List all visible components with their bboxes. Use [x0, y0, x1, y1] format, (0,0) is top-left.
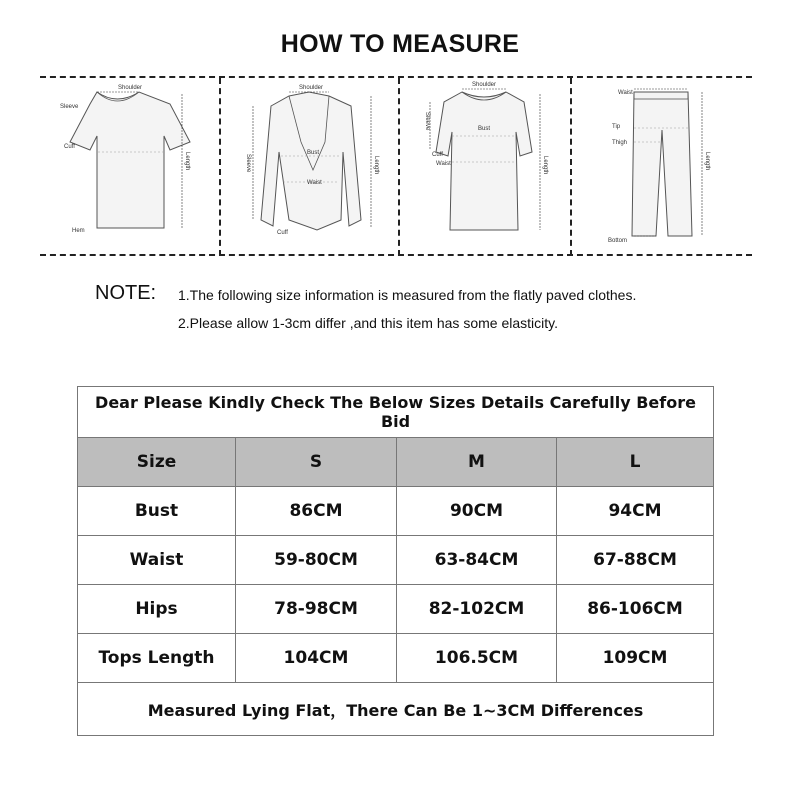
table-cell: 109CM	[557, 634, 714, 683]
pants-illustration	[572, 80, 752, 252]
dress-sleeve-label: Sleeve	[424, 112, 430, 131]
tshirt-sleeve-label: Sleeve	[60, 104, 79, 110]
tshirt-length-label: Length	[184, 152, 190, 171]
page-title: HOW TO MEASURE	[280, 30, 520, 58]
pants-length-label: Length	[704, 152, 710, 171]
table-cell: 90CM	[397, 487, 557, 536]
table-cell: 82-102CM	[397, 585, 557, 634]
note-line-2: 2.Please allow 1-3cm differ ,and this item has some elasticity.	[178, 315, 558, 331]
blazer-cuff-label: Cuff	[277, 230, 288, 236]
table-cell: 86-106CM	[557, 585, 714, 634]
table-header-row	[78, 438, 714, 487]
column-header: M	[397, 438, 557, 487]
blazer-length-label: Length	[373, 156, 379, 175]
column-header: Size	[78, 438, 236, 487]
row-label: Hips	[78, 585, 236, 634]
table-row	[78, 487, 714, 536]
row-label: Waist	[78, 536, 236, 585]
table-cell: 104CM	[236, 634, 397, 683]
dress-bust-label: Bust	[478, 126, 491, 132]
dress-illustration	[400, 80, 568, 252]
blazer-illustration	[221, 80, 396, 252]
dress-cuff-label: Cuff	[432, 152, 443, 158]
tshirt-hem-label: Hem	[72, 228, 85, 234]
dress-diagram	[400, 80, 568, 252]
tshirt-cuff-label: Cuff	[64, 144, 75, 150]
pants-bottom-label: Bottom	[608, 238, 628, 244]
pants-diagram	[572, 80, 752, 252]
diagram-top-divider	[40, 76, 752, 78]
blazer-shoulder-label: Shoulder	[299, 85, 324, 91]
blazer-waist-label: Waist	[307, 180, 322, 186]
column-header: S	[236, 438, 397, 487]
table-row	[78, 536, 714, 585]
table-cell: 63-84CM	[397, 536, 557, 585]
pants-waist-label: Waist	[618, 90, 633, 96]
table-cell: 67-88CM	[557, 536, 714, 585]
table-caption-row	[78, 387, 714, 438]
diagram-bottom-divider	[40, 254, 752, 256]
blazer-sleeve-label: Sleeve	[245, 154, 251, 173]
table-footer-note: Measured Lying Flat，There Can Be 1~3CM Differences	[78, 683, 714, 736]
pants-tip-label: Tip	[612, 124, 621, 130]
table-row	[78, 634, 714, 683]
dress-length-label: Length	[542, 156, 548, 175]
dress-waist-label: Waist	[436, 161, 451, 167]
dress-shoulder-label: Shoulder	[472, 82, 497, 88]
note-line-1: 1.The following size information is measured from the flatly paved clothes.	[178, 287, 637, 303]
tshirt-illustration	[42, 80, 217, 252]
table-footer-row	[78, 683, 714, 736]
tshirt-shoulder-label: Shoulder	[118, 85, 143, 91]
note-label: NOTE:	[95, 282, 157, 304]
table-cell: 106.5CM	[397, 634, 557, 683]
table-row	[78, 585, 714, 634]
blazer-bust-label: Bust	[307, 150, 320, 156]
row-label: Tops Length	[78, 634, 236, 683]
table-caption: Dear Please Kindly Check The Below Sizes Details Carefully Before Bid	[78, 387, 714, 438]
column-header: L	[557, 438, 714, 487]
tshirt-diagram	[42, 80, 217, 252]
table-cell: 59-80CM	[236, 536, 397, 585]
pants-thigh-label: Thigh	[612, 140, 628, 146]
table-cell: 86CM	[236, 487, 397, 536]
row-label: Bust	[78, 487, 236, 536]
size-chart-table	[77, 386, 714, 736]
table-cell: 94CM	[557, 487, 714, 536]
blazer-diagram	[221, 80, 396, 252]
table-cell: 78-98CM	[236, 585, 397, 634]
